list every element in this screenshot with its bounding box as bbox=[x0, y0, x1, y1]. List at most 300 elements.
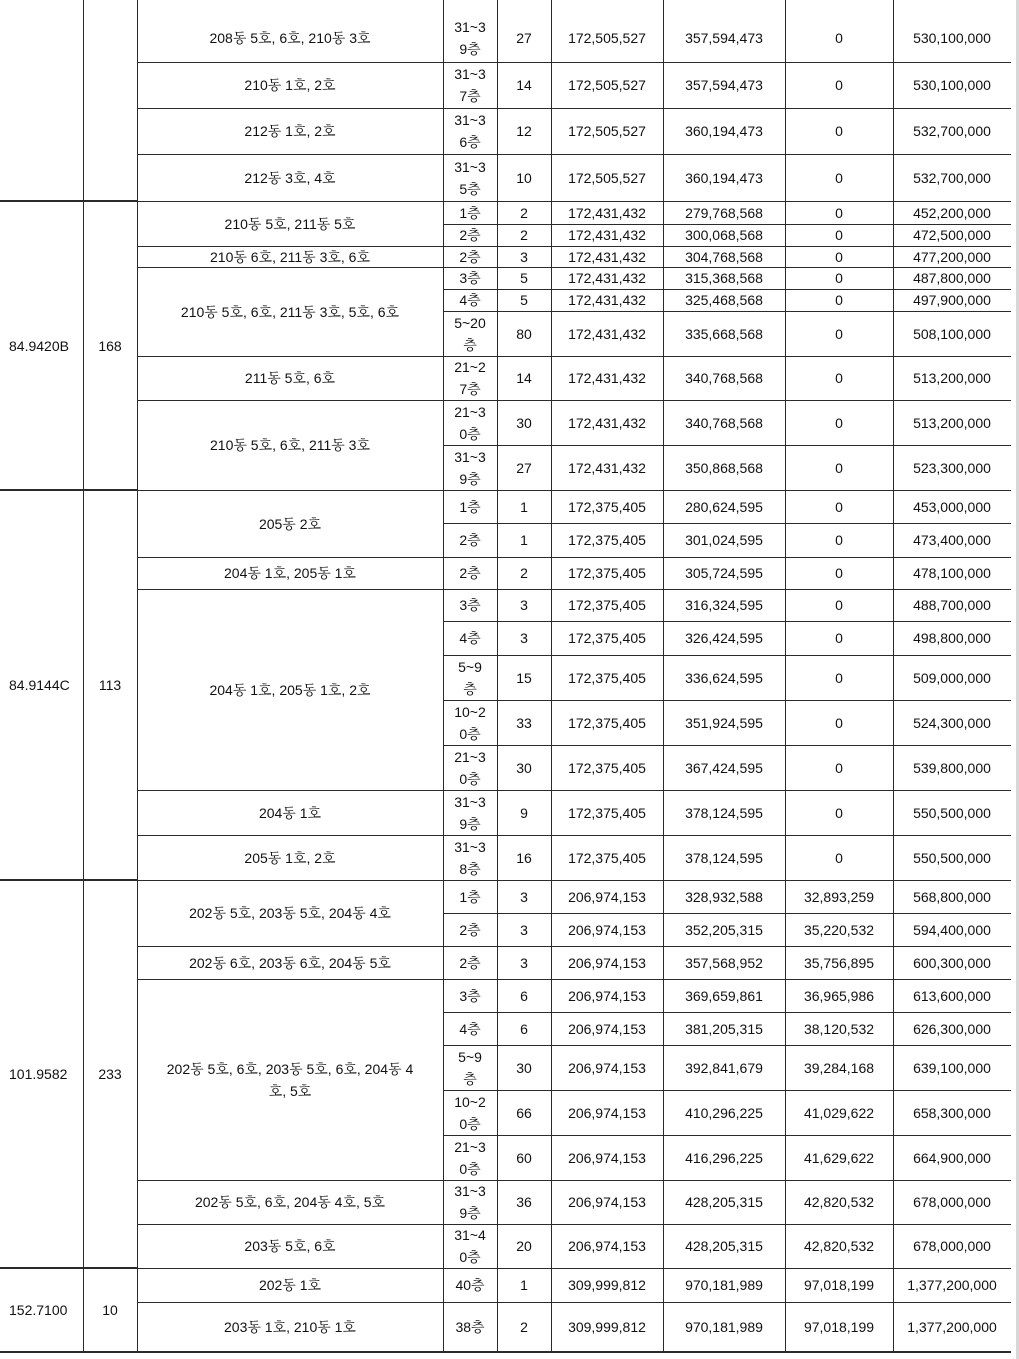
cell-floor: 2층 bbox=[459, 954, 481, 971]
cell-vat: 0 bbox=[835, 204, 843, 221]
grid-line bbox=[497, 1224, 551, 1225]
cell-floor: 4층 bbox=[459, 292, 481, 308]
cell-unit: 202동 5호, 6호, 203동 5호, 6호, 204동 4 호, 5호 bbox=[166, 1060, 414, 1099]
grid-line bbox=[893, 311, 1011, 312]
grid-line bbox=[497, 913, 551, 914]
cell-total: 509,000,000 bbox=[913, 669, 991, 686]
grid-line bbox=[785, 1135, 893, 1136]
grid-line bbox=[785, 557, 893, 558]
grid-line bbox=[893, 62, 1011, 63]
cell-total: 478,100,000 bbox=[913, 565, 991, 581]
cell-building: 357,594,473 bbox=[685, 77, 763, 93]
grid-line bbox=[137, 490, 443, 491]
grid-line bbox=[893, 1302, 1011, 1303]
cell-building: 970,181,989 bbox=[685, 1319, 763, 1335]
cell-floor: 21~3 0층 bbox=[454, 748, 486, 787]
cell-vat: 97,018,199 bbox=[803, 1277, 875, 1293]
grid-line bbox=[893, 946, 1011, 947]
cell-building: 279,768,568 bbox=[685, 204, 763, 221]
grid-line bbox=[551, 979, 663, 980]
cell-vat: 0 bbox=[835, 270, 843, 286]
grid-line bbox=[443, 557, 497, 558]
cell-total: 513,200,000 bbox=[913, 370, 991, 386]
cell-building: 301,024,595 bbox=[685, 532, 763, 548]
cell-count: 3 bbox=[520, 954, 528, 971]
grid-line bbox=[551, 1224, 663, 1225]
cell-total: 487,800,000 bbox=[913, 270, 991, 286]
grid-line bbox=[137, 979, 443, 980]
grid-line bbox=[551, 557, 663, 558]
cell-floor: 31~3 8층 bbox=[454, 838, 486, 877]
grid-line bbox=[551, 289, 663, 290]
grid-line bbox=[663, 913, 785, 914]
cell-land: 172,431,432 bbox=[568, 204, 646, 221]
cell-total: 1,377,200,000 bbox=[907, 1277, 997, 1293]
grid-line bbox=[443, 946, 497, 947]
grid-line bbox=[443, 745, 497, 746]
grid-line bbox=[663, 790, 785, 791]
cell-count: 33 bbox=[516, 714, 532, 731]
cell-unit: 205동 2호 bbox=[258, 515, 322, 532]
grid-line bbox=[551, 311, 663, 312]
grid-line bbox=[497, 745, 551, 746]
grid-line bbox=[663, 523, 785, 524]
grid-line bbox=[785, 267, 893, 268]
cell-count: 20 bbox=[516, 1238, 532, 1254]
cell-land: 172,431,432 bbox=[568, 227, 646, 243]
grid-line bbox=[497, 589, 551, 590]
cell-total: 539,800,000 bbox=[913, 759, 991, 776]
grid-line bbox=[893, 557, 1011, 558]
grid-line bbox=[497, 311, 551, 312]
grid-line bbox=[551, 913, 663, 914]
grid-line bbox=[663, 589, 785, 590]
cell-vat: 32,893,259 bbox=[803, 888, 875, 905]
grid-line bbox=[551, 1090, 663, 1091]
grid-line bbox=[551, 356, 663, 357]
cell-land: 172,375,405 bbox=[568, 630, 646, 646]
grid-line bbox=[663, 0, 664, 1352]
grid-line bbox=[551, 267, 663, 268]
grid-line bbox=[497, 880, 551, 881]
cell-building: 352,205,315 bbox=[685, 921, 763, 938]
grid-line bbox=[497, 946, 551, 947]
cell-building: 304,768,568 bbox=[685, 248, 763, 265]
cell-total: 678,000,000 bbox=[913, 1194, 991, 1210]
grid-line bbox=[893, 589, 1011, 590]
grid-line bbox=[497, 356, 551, 357]
grid-line bbox=[551, 108, 663, 109]
cell-floor: 5~9 층 bbox=[458, 658, 482, 697]
grid-line bbox=[551, 700, 663, 701]
grid-line bbox=[497, 400, 551, 401]
grid-line bbox=[0, 879, 83, 881]
grid-line bbox=[83, 1267, 137, 1269]
grid-line bbox=[663, 880, 785, 881]
cell-count: 1 bbox=[520, 532, 528, 548]
grid-line bbox=[83, 0, 84, 1352]
grid-line bbox=[137, 557, 443, 558]
cell-building: 360,194,473 bbox=[685, 169, 763, 186]
cell-land: 172,375,405 bbox=[568, 804, 646, 821]
grid-line bbox=[663, 201, 785, 202]
grid-line bbox=[785, 1045, 893, 1046]
grid-line bbox=[443, 62, 497, 63]
cell-land: 172,505,527 bbox=[568, 77, 646, 93]
grid-line bbox=[893, 1268, 1011, 1269]
cell-building: 428,205,315 bbox=[685, 1238, 763, 1254]
cell-count: 2 bbox=[520, 204, 528, 221]
cell-building: 326,424,595 bbox=[685, 630, 763, 646]
grid-line bbox=[785, 62, 893, 63]
cell-floor: 3층 bbox=[459, 270, 481, 286]
cell-unit: 210동 6호, 211동 3호, 6호 bbox=[210, 248, 370, 265]
cell-total: 488,700,000 bbox=[913, 597, 991, 613]
cell-land: 206,974,153 bbox=[568, 987, 646, 1004]
cell-vat: 0 bbox=[835, 414, 843, 431]
cell-floor: 38층 bbox=[455, 1319, 485, 1335]
grid-line bbox=[497, 108, 551, 109]
grid-line bbox=[137, 356, 443, 357]
cell-area bbox=[0, 14, 83, 201]
cell-unit: 205동 1호, 2호 bbox=[244, 849, 336, 866]
grid-line bbox=[551, 523, 663, 524]
cell-count: 6 bbox=[520, 987, 528, 1004]
cell-building: 378,124,595 bbox=[685, 804, 763, 821]
grid-line bbox=[663, 745, 785, 746]
grid-line bbox=[443, 1224, 497, 1225]
grid-line bbox=[497, 1045, 551, 1046]
cell-building: 300,068,568 bbox=[685, 227, 763, 243]
cell-total: 498,800,000 bbox=[913, 630, 991, 646]
grid-line bbox=[663, 445, 785, 446]
cell-unit: 202동 5호, 203동 5호, 204동 4호 bbox=[189, 905, 391, 921]
grid-line bbox=[443, 224, 497, 225]
cell-count: 3 bbox=[520, 248, 528, 265]
cell-vat: 0 bbox=[835, 565, 843, 581]
cell-land: 172,431,432 bbox=[568, 248, 646, 265]
grid-line bbox=[785, 1224, 893, 1225]
grid-line bbox=[137, 790, 443, 791]
grid-line bbox=[551, 589, 663, 590]
grid-line bbox=[785, 224, 893, 225]
grid-line bbox=[497, 700, 551, 701]
cell-land: 206,974,153 bbox=[568, 954, 646, 971]
cell-floor: 31~3 5층 bbox=[454, 158, 486, 197]
cell-vat: 35,220,532 bbox=[803, 921, 875, 938]
grid-line bbox=[497, 1302, 551, 1303]
grid-line bbox=[893, 289, 1011, 290]
grid-line bbox=[443, 108, 497, 109]
cell-area: 84.9420B bbox=[9, 337, 69, 354]
cell-unit: 204동 1호 bbox=[258, 804, 322, 821]
cell-floor: 5~9 층 bbox=[458, 1048, 482, 1087]
grid-line bbox=[893, 835, 1011, 836]
grid-line bbox=[893, 880, 1011, 881]
cell-households: 233 bbox=[98, 1066, 122, 1082]
grid-line bbox=[83, 489, 137, 491]
grid-line bbox=[893, 0, 894, 1352]
cell-floor: 31~3 9층 bbox=[454, 19, 486, 57]
grid-line bbox=[497, 655, 551, 656]
grid-line bbox=[551, 835, 663, 836]
cell-households bbox=[83, 14, 137, 201]
cell-vat: 0 bbox=[835, 248, 843, 265]
grid-line bbox=[551, 655, 663, 656]
grid-line bbox=[663, 1012, 785, 1013]
cell-unit: 212동 1호, 2호 bbox=[244, 123, 336, 139]
grid-line bbox=[137, 880, 443, 881]
cell-count: 36 bbox=[516, 1194, 532, 1210]
cell-total: 452,200,000 bbox=[913, 204, 991, 221]
grid-line bbox=[785, 835, 893, 836]
grid-line bbox=[551, 0, 552, 1352]
cell-unit: 203동 1호, 210동 1호 bbox=[224, 1319, 356, 1335]
cell-vat: 0 bbox=[835, 597, 843, 613]
grid-line bbox=[497, 224, 551, 225]
cell-land: 172,505,527 bbox=[568, 123, 646, 139]
grid-line bbox=[663, 108, 785, 109]
cell-land: 172,505,527 bbox=[568, 169, 646, 186]
cell-building: 410,296,225 bbox=[685, 1104, 763, 1121]
grid-line bbox=[893, 490, 1011, 491]
grid-line bbox=[893, 400, 1011, 401]
cell-building: 381,205,315 bbox=[685, 1020, 763, 1037]
grid-line bbox=[663, 1135, 785, 1136]
grid-line bbox=[893, 108, 1011, 109]
cell-land: 172,375,405 bbox=[568, 849, 646, 866]
grid-line bbox=[443, 289, 497, 290]
grid-line bbox=[551, 445, 663, 446]
cell-area: 101.9582 bbox=[9, 1066, 68, 1082]
grid-line bbox=[785, 880, 893, 881]
grid-line bbox=[137, 1268, 443, 1269]
grid-line bbox=[893, 621, 1011, 622]
grid-line bbox=[663, 1351, 785, 1353]
cell-building: 360,194,473 bbox=[685, 123, 763, 139]
grid-line bbox=[785, 655, 893, 656]
grid-line bbox=[551, 1180, 663, 1181]
cell-vat: 41,029,622 bbox=[803, 1104, 875, 1121]
grid-line bbox=[443, 267, 497, 268]
grid-line bbox=[785, 1351, 893, 1353]
grid-line bbox=[663, 1224, 785, 1225]
grid-line bbox=[551, 224, 663, 225]
cell-count: 14 bbox=[516, 77, 532, 93]
grid-line bbox=[497, 1135, 551, 1136]
grid-line bbox=[551, 1135, 663, 1136]
grid-line bbox=[497, 1268, 551, 1269]
cell-vat: 97,018,199 bbox=[803, 1319, 875, 1335]
cell-building: 340,768,568 bbox=[685, 370, 763, 386]
cell-unit: 210동 5호, 211동 5호 bbox=[224, 215, 356, 232]
grid-line bbox=[443, 1090, 497, 1091]
cell-count: 30 bbox=[516, 1059, 532, 1076]
grid-line bbox=[497, 557, 551, 558]
cell-unit: 210동 5호, 6호, 211동 3호 bbox=[210, 437, 370, 453]
cell-floor: 21~3 0층 bbox=[454, 1138, 486, 1177]
grid-line bbox=[663, 621, 785, 622]
cell-total: 664,900,000 bbox=[913, 1149, 991, 1166]
cell-vat: 35,756,895 bbox=[803, 954, 875, 971]
grid-line bbox=[893, 1012, 1011, 1013]
cell-vat: 0 bbox=[835, 77, 843, 93]
grid-line bbox=[785, 356, 893, 357]
cell-building: 392,841,679 bbox=[685, 1059, 763, 1076]
grid-line bbox=[497, 1012, 551, 1013]
cell-vat: 0 bbox=[835, 630, 843, 646]
cell-unit: 204동 1호, 205동 1호, 2호 bbox=[209, 681, 371, 698]
grid-line bbox=[893, 655, 1011, 656]
grid-line bbox=[137, 0, 138, 1352]
grid-line bbox=[893, 201, 1011, 202]
grid-line bbox=[663, 311, 785, 312]
cell-floor: 4층 bbox=[459, 1020, 481, 1037]
grid-line bbox=[893, 1180, 1011, 1181]
cell-count: 5 bbox=[520, 292, 528, 308]
grid-line bbox=[663, 655, 785, 656]
cell-count: 6 bbox=[520, 1020, 528, 1037]
grid-line bbox=[785, 790, 893, 791]
cell-land: 172,375,405 bbox=[568, 565, 646, 581]
cell-land: 172,431,432 bbox=[568, 459, 646, 476]
grid-line bbox=[137, 201, 443, 202]
grid-line bbox=[663, 267, 785, 268]
cell-building: 350,868,568 bbox=[685, 459, 763, 476]
grid-line bbox=[663, 1302, 785, 1303]
cell-floor: 2층 bbox=[459, 532, 481, 548]
cell-building: 335,668,568 bbox=[685, 325, 763, 342]
cell-building: 970,181,989 bbox=[685, 1277, 763, 1293]
cell-floor: 31~3 9층 bbox=[454, 1183, 486, 1221]
grid-line bbox=[497, 490, 551, 491]
grid-line bbox=[663, 289, 785, 290]
grid-line bbox=[663, 1045, 785, 1046]
grid-line bbox=[137, 400, 443, 401]
grid-line bbox=[497, 835, 551, 836]
grid-line bbox=[785, 246, 893, 247]
cell-floor: 2층 bbox=[459, 565, 481, 581]
cell-land: 172,431,432 bbox=[568, 270, 646, 286]
cell-total: 523,300,000 bbox=[913, 459, 991, 476]
cell-vat: 39,284,168 bbox=[803, 1059, 875, 1076]
cell-count: 3 bbox=[520, 921, 528, 938]
grid-line bbox=[663, 224, 785, 225]
cell-total: 477,200,000 bbox=[913, 248, 991, 265]
grid-line bbox=[663, 946, 785, 947]
grid-line bbox=[893, 445, 1011, 446]
grid-line bbox=[497, 1180, 551, 1181]
grid-line bbox=[137, 589, 443, 590]
cell-land: 172,431,432 bbox=[568, 292, 646, 308]
cell-floor: 40층 bbox=[455, 1277, 485, 1293]
grid-line bbox=[443, 201, 497, 202]
grid-line bbox=[551, 246, 663, 247]
grid-line bbox=[443, 913, 497, 914]
grid-line bbox=[497, 621, 551, 622]
grid-line bbox=[893, 267, 1011, 268]
cell-floor: 2층 bbox=[459, 921, 481, 938]
cell-land: 172,375,405 bbox=[568, 714, 646, 731]
cell-count: 3 bbox=[520, 630, 528, 646]
grid-line bbox=[497, 1090, 551, 1091]
grid-line bbox=[893, 1351, 1011, 1353]
grid-line bbox=[551, 745, 663, 746]
cell-total: 473,400,000 bbox=[913, 532, 991, 548]
grid-line bbox=[137, 835, 443, 836]
grid-line bbox=[785, 1268, 893, 1269]
cell-total: 658,300,000 bbox=[913, 1104, 991, 1121]
cell-floor: 5~20 층 bbox=[454, 314, 486, 353]
grid-line bbox=[497, 201, 551, 202]
cell-count: 15 bbox=[516, 669, 532, 686]
grid-line bbox=[443, 621, 497, 622]
cell-total: 550,500,000 bbox=[913, 804, 991, 821]
grid-line bbox=[443, 0, 444, 1352]
cell-vat: 0 bbox=[835, 325, 843, 342]
cell-vat: 0 bbox=[835, 123, 843, 139]
cell-count: 2 bbox=[520, 565, 528, 581]
cell-floor: 21~3 0층 bbox=[454, 403, 486, 442]
grid-line bbox=[785, 311, 893, 312]
cell-count: 60 bbox=[516, 1149, 532, 1166]
cell-total: 568,800,000 bbox=[913, 888, 991, 905]
cell-floor: 4층 bbox=[459, 630, 481, 646]
grid-line bbox=[551, 201, 663, 202]
cell-building: 280,624,595 bbox=[685, 498, 763, 515]
cell-count: 66 bbox=[516, 1104, 532, 1121]
grid-line bbox=[893, 1045, 1011, 1046]
grid-line bbox=[443, 1302, 497, 1303]
grid-line bbox=[663, 1180, 785, 1181]
grid-line bbox=[497, 62, 551, 63]
grid-line bbox=[551, 1268, 663, 1269]
cell-building: 378,124,595 bbox=[685, 849, 763, 866]
cell-land: 309,999,812 bbox=[568, 1277, 646, 1293]
grid-line bbox=[785, 979, 893, 980]
grid-line bbox=[785, 154, 893, 155]
cell-floor: 1층 bbox=[459, 498, 481, 515]
grid-line bbox=[443, 1012, 497, 1013]
cell-land: 206,974,153 bbox=[568, 921, 646, 938]
cell-vat: 0 bbox=[835, 714, 843, 731]
cell-count: 30 bbox=[516, 759, 532, 776]
grid-line bbox=[443, 700, 497, 701]
cell-floor: 1층 bbox=[459, 204, 481, 221]
grid-line bbox=[785, 0, 786, 1352]
grid-line bbox=[497, 246, 551, 247]
cell-floor: 10~2 0층 bbox=[454, 703, 486, 742]
cell-vat: 0 bbox=[835, 849, 843, 866]
cell-total: 550,500,000 bbox=[913, 849, 991, 866]
cell-households: 113 bbox=[98, 677, 122, 693]
grid-line bbox=[551, 1045, 663, 1046]
cell-vat: 36,965,986 bbox=[803, 987, 875, 1004]
cell-unit: 202동 6호, 203동 6호, 204동 5호 bbox=[189, 954, 391, 971]
cell-vat: 42,820,532 bbox=[803, 1194, 875, 1210]
grid-line bbox=[893, 913, 1011, 914]
cell-total: 530,100,000 bbox=[913, 30, 991, 46]
grid-line bbox=[137, 246, 443, 247]
grid-line bbox=[497, 979, 551, 980]
grid-line bbox=[663, 246, 785, 247]
cell-count: 3 bbox=[520, 888, 528, 905]
cell-building: 416,296,225 bbox=[685, 1149, 763, 1166]
cell-floor: 31~3 9층 bbox=[454, 793, 486, 832]
cell-vat: 42,820,532 bbox=[803, 1238, 875, 1254]
grid-line bbox=[137, 1224, 443, 1225]
cell-land: 172,431,432 bbox=[568, 325, 646, 342]
